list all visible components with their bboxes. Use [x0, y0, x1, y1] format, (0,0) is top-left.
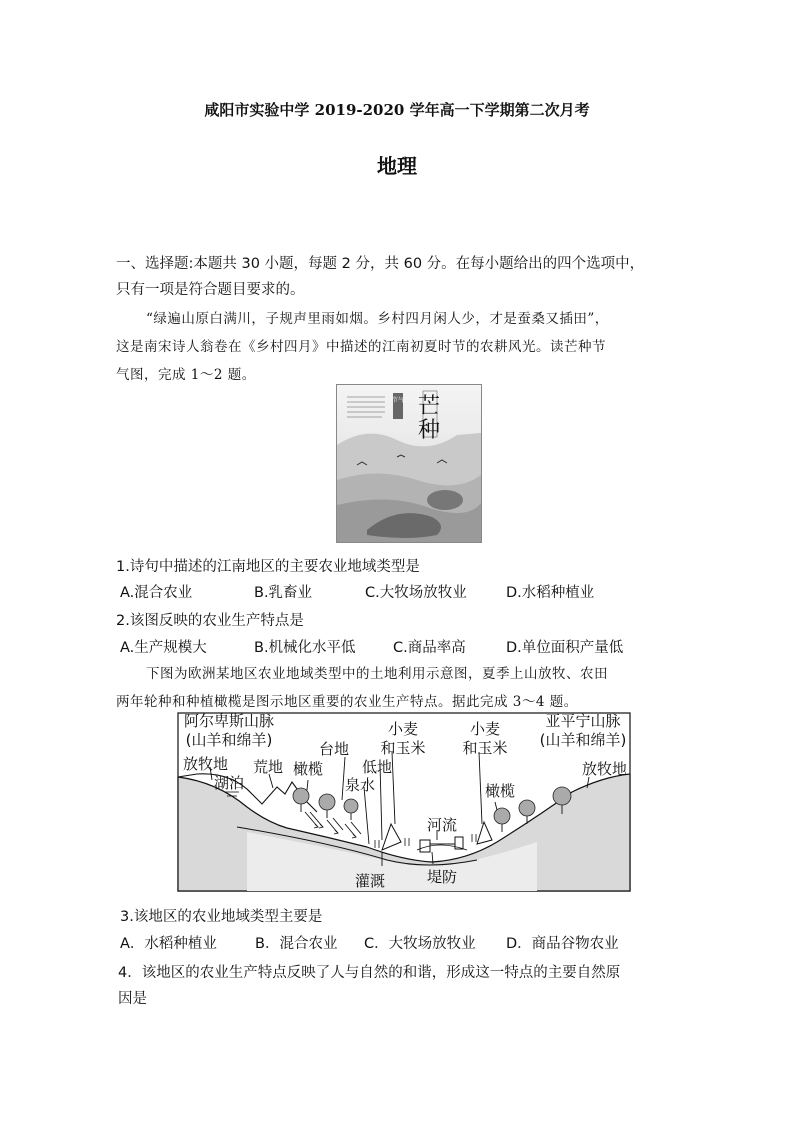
wheat-left-group — [375, 720, 431, 758]
q2-option-c[interactable]: C.商品率高 — [393, 640, 466, 656]
q2-option-b[interactable]: B.机械化水平低 — [254, 640, 356, 656]
alps-label: 阿尔卑斯山脉 — [183, 712, 274, 730]
q3-option-c[interactable]: C．大牧场放牧业 — [364, 936, 476, 952]
lowland-label: 低地 — [362, 758, 393, 776]
europe-intro — [116, 660, 696, 716]
apennines-label: 亚平宁山脉 — [545, 712, 621, 730]
wheat-right-group — [457, 720, 513, 758]
section-line-1: 一、选择题:本题共 30 小题，每题 2 分，共 60 分。在每小题给出的四个选项中， — [116, 256, 645, 272]
europe-intro-line-1: 下图为欧洲某地区农业地域类型中的土地利用示意图，夏季上山放牧、农田 — [146, 666, 608, 682]
olive-left-label: 橄榄 — [293, 760, 324, 778]
pasture-right-label: 放牧地 — [582, 760, 628, 778]
wheat-right-label-2: 和玉米 — [462, 739, 508, 757]
wasteland-label: 荒地 — [253, 758, 284, 776]
subject-title: 地理 — [377, 154, 417, 178]
q3-option-a[interactable]: A．水稻种植业 — [120, 936, 217, 952]
question-2-options — [0, 636, 794, 658]
wheat-right-label: 小麦 — [469, 720, 500, 738]
poem-intro-line-1: “绿遍山原白满川，子规声里雨如烟。乡村四月闲人少，才是蚕桑又插田”， — [146, 311, 609, 327]
land-use-diagram — [177, 712, 631, 892]
q2-option-a[interactable]: A.生产规模大 — [120, 640, 207, 656]
poster-char-1: 芒 — [417, 394, 440, 419]
q1-option-c[interactable]: C.大牧场放牧业 — [365, 585, 467, 601]
q1-option-d[interactable]: D.水稻种植业 — [506, 585, 595, 601]
mangzhong-poster-image — [336, 384, 482, 543]
lake-label: 湖泊 — [214, 774, 245, 792]
olive-right-label: 橄榄 — [485, 782, 516, 800]
question-1-options — [0, 581, 794, 603]
section-instructions — [116, 251, 696, 303]
exam-title: 咸阳市实验中学 2019-2020 学年高一下学期第二次月考 — [204, 101, 590, 119]
wheat-left-label: 小麦 — [387, 720, 418, 738]
question-4-line-2: 因是 — [118, 991, 147, 1007]
q3-option-b[interactable]: B．混合农业 — [255, 936, 338, 952]
poster-char-2: 种 — [417, 418, 440, 443]
wheat-left-label-2: 和玉米 — [380, 739, 426, 757]
section-line-2: 只有一项是符合题目要求的。 — [116, 282, 305, 298]
pasture-left-label: 放牧地 — [183, 755, 229, 773]
terrace-label: 台地 — [319, 740, 350, 758]
poem-intro-line-2: 这是南宋诗人翁卷在《乡村四月》中描述的江南初夏时节的农耕风光。读芒种节 — [116, 339, 606, 355]
q2-option-d[interactable]: D.单位面积产量低 — [506, 640, 624, 656]
question-3-stem: 3.该地区的农业地域类型主要是 — [120, 909, 323, 925]
poem-intro — [116, 305, 696, 389]
irrigation-label: 灌溉 — [355, 872, 386, 890]
europe-intro-line-2: 两年轮种和种植橄榄是图示地区重要的农业生产特点。据此完成 3～4 题。 — [116, 694, 578, 710]
question-3-options — [0, 932, 794, 954]
alps-label-group — [179, 712, 279, 750]
question-4-stem — [118, 960, 678, 1012]
spring-label: 泉水 — [345, 776, 376, 794]
alps-sub-label: (山羊和绵羊) — [185, 731, 273, 749]
dike-label: 堤防 — [427, 868, 458, 886]
q1-option-a[interactable]: A.混合农业 — [120, 585, 193, 601]
question-2-stem: 2.该图反映的农业生产特点是 — [116, 613, 304, 629]
q1-option-b[interactable]: B.乳畜业 — [254, 585, 313, 601]
poster-label: 节气 — [391, 397, 404, 404]
poem-intro-line-3: 气图，完成 1～2 题。 — [116, 367, 256, 383]
q3-option-d[interactable]: D．商品谷物农业 — [506, 936, 619, 952]
question-1-stem: 1.诗句中描述的江南地区的主要农业地域类型是 — [116, 559, 420, 575]
river-label: 河流 — [427, 816, 458, 834]
apennines-sub-label: (山羊和绵羊) — [539, 731, 627, 749]
apennines-label-group — [533, 712, 633, 750]
question-4-line-1: 4．该地区的农业生产特点反映了人与自然的和谐，形成这一特点的主要自然原 — [118, 965, 621, 981]
